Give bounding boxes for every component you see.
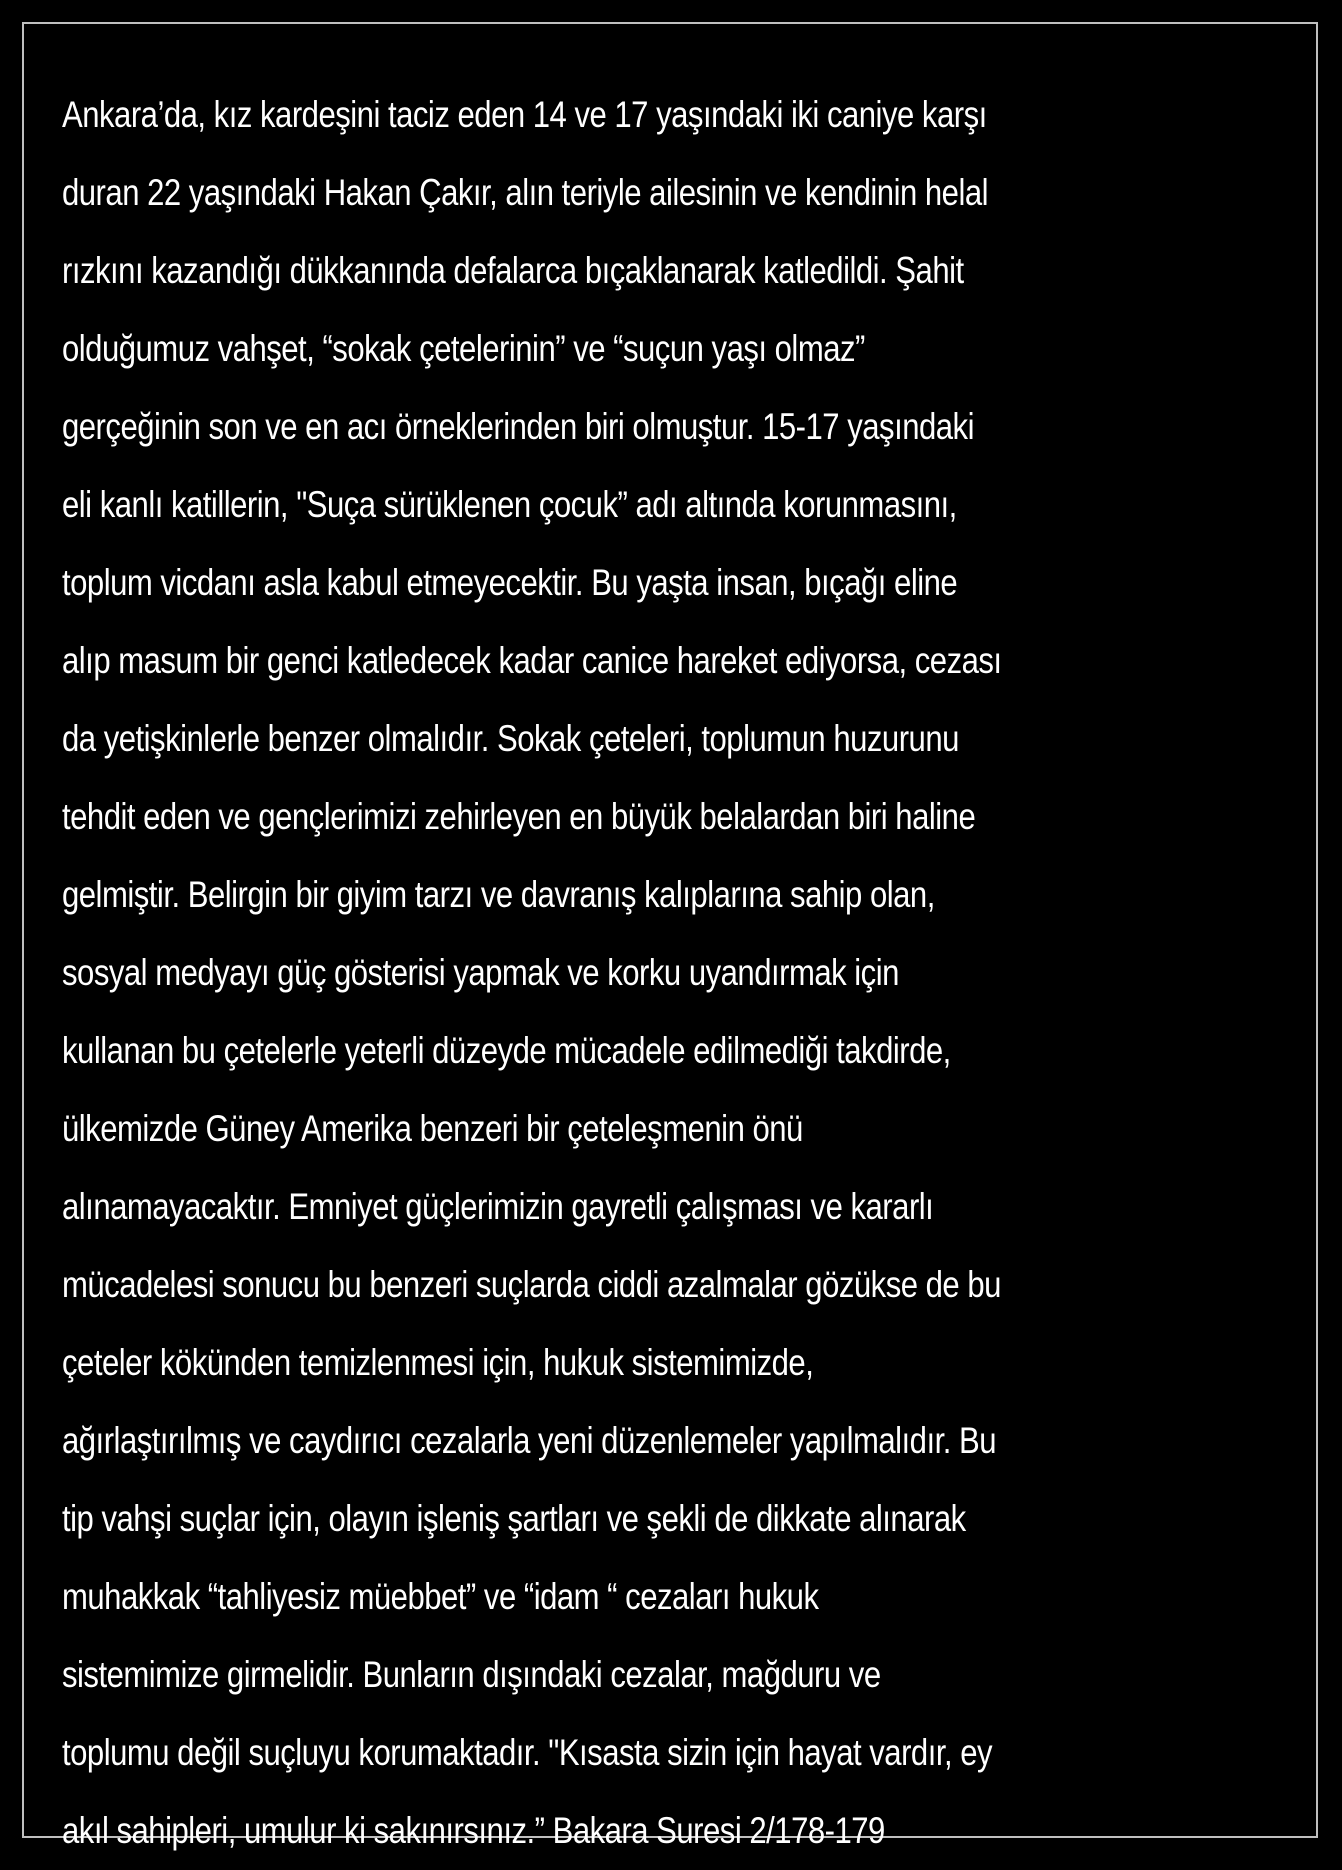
statement-line: duran 22 yaşındaki Hakan Çakır, alın teriyle ailesinin ve kendinin helal	[62, 172, 989, 213]
statement-line: gerçeğinin son ve en acı örneklerinden biri olmuştur. 15-17 yaşındaki	[62, 406, 974, 447]
statement-line: ağırlaştırılmış ve caydırıcı cezalarla yeni düzenlemeler yapılmalıdır. Bu	[62, 1420, 996, 1461]
statement-text	[62, 76, 1104, 1870]
statement-line: eli kanlı katillerin, "Suça sürüklenen çocuk” adı altında korunmasını,	[62, 484, 957, 525]
statement-line: olduğumuz vahşet, “sokak çetelerinin” ve “suçun yaşı olmaz”	[62, 328, 865, 369]
statement-line: tehdit eden ve gençlerimizi zehirleyen en büyük belalardan biri haline	[62, 796, 976, 837]
statement-line: da yetişkinlerle benzer olmalıdır. Sokak çeteleri, toplumun huzurunu	[62, 718, 959, 759]
statement-line: mücadelesi sonucu bu benzeri suçlarda ciddi azalmalar gözükse de bu	[62, 1264, 1001, 1305]
statement-line: alıp masum bir genci katledecek kadar canice hareket ediyorsa, cezası	[62, 640, 1002, 681]
statement-line: kullanan bu çetelerle yeterli düzeyde mücadele edilmediği takdirde,	[62, 1030, 951, 1071]
statement-line: ülkemizde Güney Amerika benzeri bir çeteleşmenin önü	[62, 1108, 803, 1149]
statement-line: toplumu değil suçluyu korumaktadır. "Kısasta sizin için hayat vardır, ey	[62, 1732, 993, 1773]
statement-line: akıl sahipleri, umulur ki sakınırsınız.” Bakara Suresi 2/178-179	[62, 1810, 885, 1851]
statement-line: Ankara’da, kız kardeşini taciz eden 14 ve 17 yaşındaki iki caniye karşı	[62, 94, 987, 135]
statement-line: toplum vicdanı asla kabul etmeyecektir. Bu yaşta insan, bıçağı eline	[62, 562, 958, 603]
statement-line: rızkını kazandığı dükkanında defalarca bıçaklanarak katledildi. Şahit	[62, 250, 964, 291]
statement-line: çeteler kökünden temizlenmesi için, hukuk sistemimizde,	[62, 1342, 814, 1383]
statement-line: sistemimize girmelidir. Bunların dışındaki cezalar, mağduru ve	[62, 1654, 881, 1695]
statement-line: alınamayacaktır. Emniyet güçlerimizin gayretli çalışması ve kararlı	[62, 1186, 934, 1227]
statement-line: gelmiştir. Belirgin bir giyim tarzı ve davranış kalıplarına sahip olan,	[62, 874, 935, 915]
statement-line: tip vahşi suçlar için, olayın işleniş şartları ve şekli de dikkate alınarak	[62, 1498, 966, 1539]
statement-line: sosyal medyayı güç gösterisi yapmak ve korku uyandırmak için	[62, 952, 899, 993]
statement-line: muhakkak “tahliyesiz müebbet” ve “idam “ cezaları hukuk	[62, 1576, 819, 1617]
